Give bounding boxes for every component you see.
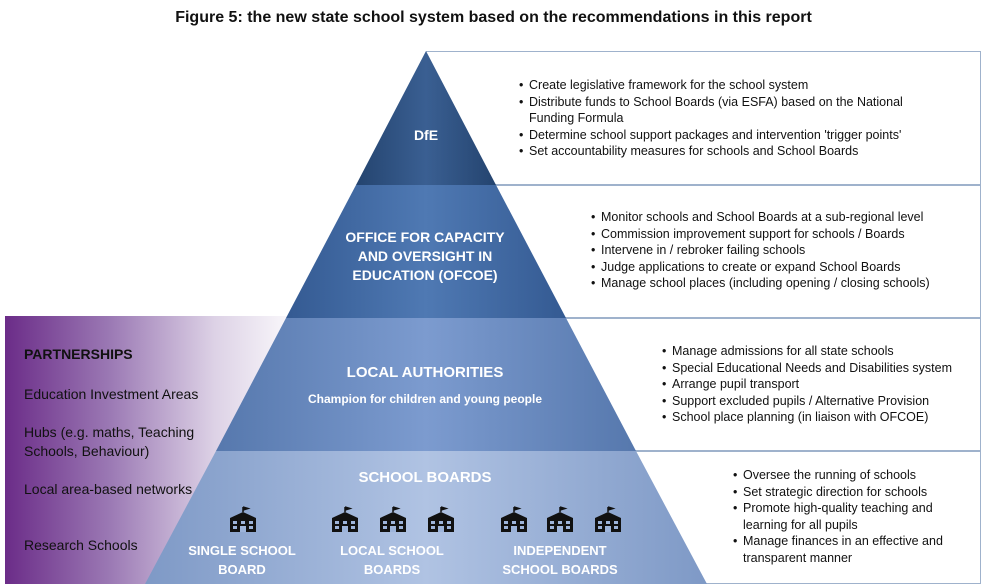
dfe-bullet: • Create legislative framework for the school system — [519, 77, 939, 94]
ofcoe-bullet: • Manage school places (including opening / closing schools) — [591, 275, 976, 292]
ofcoe-bullet: • Judge applications to create or expand School Boards — [591, 259, 976, 276]
board-type-single: SINGLE SCHOOL BOARD — [188, 543, 296, 577]
sb-bullet: • Promote high-quality teaching and learning for all pupils — [733, 500, 973, 533]
sb-bullet: • Manage finances in an effective and transparent manner — [733, 533, 973, 566]
la-bullet: • Arrange pupil transport — [662, 376, 977, 393]
tier-local-authorities — [216, 318, 636, 451]
tier-label-dfe: DfE — [413, 127, 439, 143]
dfe-bullet: • Set accountability measures for schools and School Boards — [519, 143, 939, 160]
partnerships-title: PARTNERSHIPS — [24, 346, 133, 362]
tier-dfe — [356, 51, 496, 185]
dfe-bullet: • Distribute funds to School Boards (via ESFA) based on the National Funding Formula — [519, 94, 939, 127]
board-type-local: LOCAL SCHOOL BOARDS — [340, 543, 444, 577]
partnership-item: Research Schools — [24, 537, 138, 553]
board-type-independent: INDEPENDENT SCHOOL BOARDS — [502, 543, 618, 577]
sb-bullet: • Set strategic direction for schools — [733, 484, 973, 501]
partnership-item: Hubs (e.g. maths, Teaching Schools, Behaviour) — [24, 424, 195, 459]
tier-label-ofcoe: OFFICE FOR CAPACITY AND OVERSIGHT IN EDUCATION (OFCOE) — [345, 229, 505, 283]
tier-label-local-authorities: LOCAL AUTHORITIES — [346, 364, 504, 381]
partnership-item: Education Investment Areas — [24, 386, 199, 402]
figure-title: Figure 5: the new state school system based on the recommendations in this report — [175, 9, 812, 26]
dfe-bullet: • Determine school support packages and intervention 'trigger points' — [519, 127, 939, 144]
tier-sublabel-local-authorities: Champion for children and young people — [307, 392, 542, 406]
partnership-item: Local area-based networks — [24, 481, 193, 497]
la-bullet: • Support excluded pupils / Alternative Provision — [662, 393, 977, 410]
ofcoe-bullet: • Commission improvement support for schools / Boards — [591, 226, 976, 243]
la-bullet: • Special Educational Needs and Disabilities system — [662, 360, 977, 377]
ofcoe-bullet: • Monitor schools and School Boards at a sub-regional level — [591, 209, 976, 226]
tier-label-school-boards: SCHOOL BOARDS — [358, 469, 492, 486]
la-bullet: • Manage admissions for all state schools — [662, 343, 977, 360]
la-bullet: • School place planning (in liaison with OFCOE) — [662, 409, 977, 426]
ofcoe-bullet: • Intervene in / rebroker failing schools — [591, 242, 976, 259]
sb-bullet: • Oversee the running of schools — [733, 467, 973, 484]
